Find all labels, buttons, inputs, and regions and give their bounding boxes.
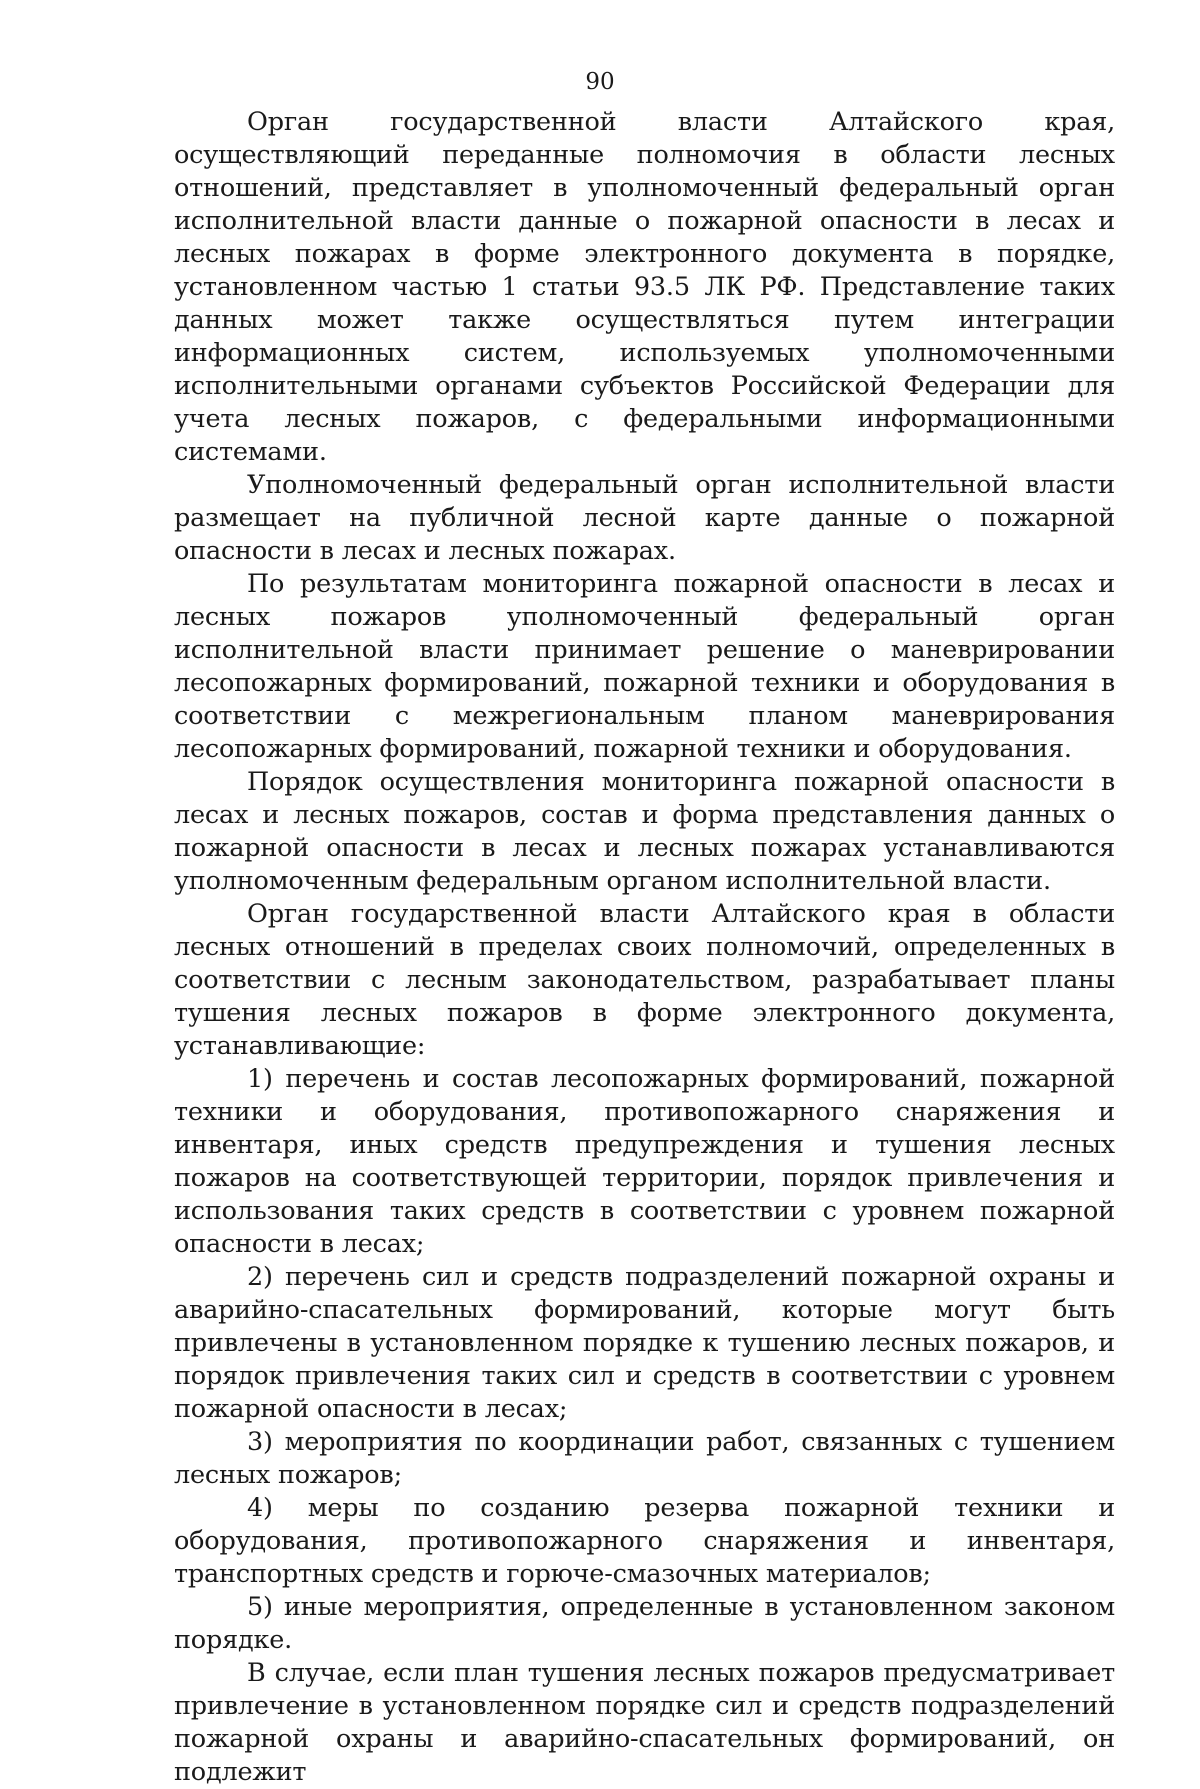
list-item-1: 1) перечень и состав лесопожарных формирований, пожарной техники и оборудования, противопожарного снаряжения и инвентаря, иных средств предупреждения и тушения лесных пожаров на соответствующей территории, порядок привлечения и использования таких средств в соответствии с уровнем пожарной опасности в лесах; — [174, 1064, 1115, 1259]
list-item-5: 5) иные мероприятия, определенные в установленном законом порядке. — [174, 1592, 1115, 1655]
paragraph-data-submission: Орган государственной власти Алтайского края, осуществляющий переданные полномочия в области лесных отношений, представляет в уполномоченный федеральный орган исполнительной власти данные о пожарной опасности в лесах и лесных пожарах в форме электронного документа в порядке, установленном частью 1 статьи 93.5 ЛК РФ. Представление таких данных может также осуществляться путем интеграции информационных систем, используемых уполномоченными исполнительными органами субъектов Российской Федерации для учета лесных пожаров, с федеральными информационными системами. — [174, 107, 1115, 467]
list-item-4: 4) меры по созданию резерва пожарной техники и оборудования, противопожарного снаряжения и инвентаря, транспортных средств и горюче-смазочных материалов; — [174, 1493, 1115, 1589]
paragraph-continuation: В случае, если план тушения лесных пожаров предусматривает привлечение в установленном порядке сил и средств подразделений пожарной охраны и аварийно-спасательных формирований, он подлежит — [174, 1658, 1115, 1787]
paragraph-firefighting-plans: Орган государственной власти Алтайского края в области лесных отношений в пределах своих полномочий, определенных в соответствии с лесным законодательством, разрабатывает планы тушения лесных пожаров в форме электронного документа, устанавливающие: — [174, 899, 1115, 1061]
page-number: 90 — [585, 69, 615, 95]
document-body — [174, 106, 1115, 1789]
list-item-2: 2) перечень сил и средств подразделений пожарной охраны и аварийно-спасательных формирований, которые могут быть привлечены в установленном порядке к тушению лесных пожаров, и порядок привлечения таких сил и средств в соответствии с уровнем пожарной опасности в лесах; — [174, 1262, 1115, 1424]
paragraph-monitoring-procedure: Порядок осуществления мониторинга пожарной опасности в лесах и лесных пожаров, состав и форма представления данных о пожарной опасности в лесах и лесных пожарах устанавливаются уполномоченным федеральным органом исполнительной власти. — [174, 767, 1115, 896]
paragraph-public-map: Уполномоченный федеральный орган исполнительной власти размещает на публичной лесной карте данные о пожарной опасности в лесах и лесных пожарах. — [174, 470, 1115, 566]
list-item-3: 3) мероприятия по координации работ, связанных с тушением лесных пожаров; — [174, 1427, 1115, 1490]
paragraph-monitoring-results: По результатам мониторинга пожарной опасности в лесах и лесных пожаров уполномоченный федеральный орган исполнительной власти принимает решение о маневрировании лесопожарных формирований, пожарной техники и оборудования в соответствии с межрегиональным планом маневрирования лесопожарных формирований, пожарной техники и оборудования. — [174, 569, 1115, 764]
